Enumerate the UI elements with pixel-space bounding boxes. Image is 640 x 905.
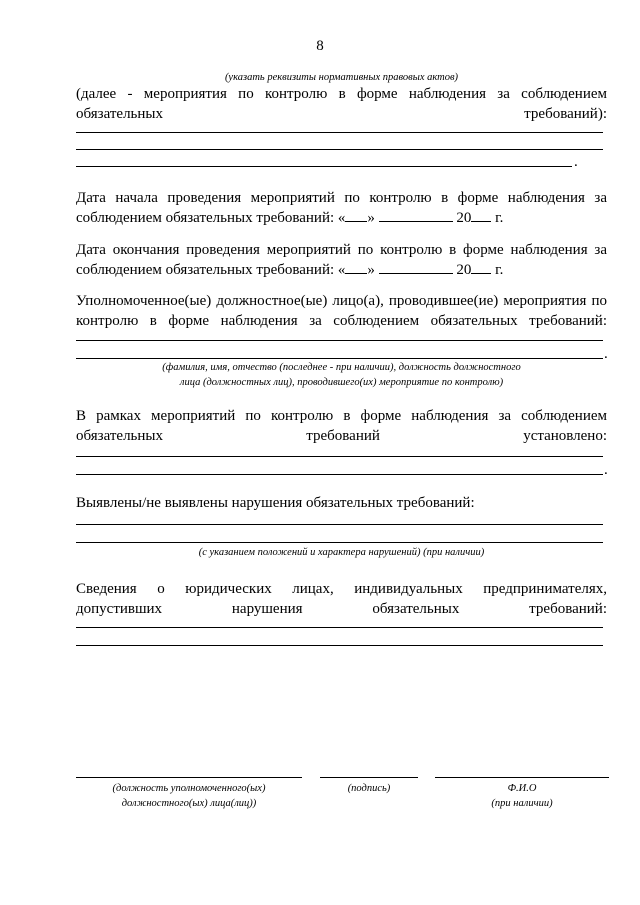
- fill-line: [76, 340, 603, 341]
- fill-line: [76, 524, 603, 525]
- page-number: 8: [316, 38, 324, 54]
- quote-close: »: [367, 210, 375, 226]
- end-date-paragraph: [76, 240, 607, 280]
- month-blank: [379, 209, 453, 222]
- established-paragraph: В рамках мероприятий по контролю в форме наблюдения за соблюдением обязательных требований установлено:: [76, 408, 607, 444]
- period: .: [604, 462, 608, 478]
- officials-note-line1: (фамилия, имя, отчество (последнее - при наличии), должность должностного: [162, 362, 521, 373]
- fill-line: [76, 474, 603, 475]
- fill-line: [76, 358, 603, 359]
- day-blank: [345, 261, 367, 274]
- year-prefix: 20: [456, 262, 472, 278]
- position-label-line1: (должность уполномоченного(ых): [112, 783, 266, 794]
- start-date-text: Дата начала проведения мероприятий по контролю в форме наблюдения за соблюдением обязательных требований: «: [76, 190, 607, 226]
- fill-line: [76, 627, 603, 628]
- fill-line: [76, 132, 603, 133]
- month-blank: [379, 261, 453, 274]
- date-suffix: г.: [495, 210, 504, 226]
- intro-paragraph: (далее - мероприятия по контролю в форме наблюдения за соблюдением обязательных требований):: [76, 86, 607, 122]
- officials-paragraph: Уполномоченное(ые) должностное(ые) лицо(а), проводившее(ие) мероприятия по контролю в форме наблюдения за соблюдением обязательных требований:: [76, 293, 607, 329]
- fio-signature-line: [435, 777, 609, 778]
- year-prefix: 20: [456, 210, 472, 226]
- persons-paragraph: Сведения о юридических лицах, индивидуальных предпринимателях, допустивших нарушения обязательных требований:: [76, 581, 607, 617]
- year-blank: [471, 209, 491, 222]
- fill-line: [76, 542, 603, 543]
- position-signature-line: [76, 777, 302, 778]
- period: .: [604, 346, 608, 362]
- period: .: [574, 154, 578, 170]
- fill-line: [76, 456, 603, 457]
- sign-signature-line: [320, 777, 418, 778]
- officials-note-line2: лица (должностных лиц), проводившего(их) мероприятие по контролю): [179, 377, 504, 388]
- violations-note: (с указанием положений и характера нарушений) (при наличии): [198, 547, 485, 558]
- date-suffix: г.: [495, 262, 504, 278]
- acts-note: (указать реквизиты нормативных правовых актов): [224, 72, 459, 83]
- fill-line: [76, 166, 572, 167]
- fill-line: [76, 149, 603, 150]
- fill-line: [76, 645, 603, 646]
- start-date-paragraph: [76, 188, 607, 228]
- end-date-text: Дата окончания проведения мероприятий по контролю в форме наблюдения за соблюдением обязательных требований: «: [76, 242, 607, 278]
- day-blank: [345, 209, 367, 222]
- fio-label-line2: (при наличии): [491, 798, 553, 809]
- violations-paragraph: Выявлены/не выявлены нарушения обязательных требований:: [76, 495, 475, 511]
- sign-label: (подпись): [347, 783, 391, 794]
- year-blank: [471, 261, 491, 274]
- position-label-line2: должностного(ых) лица(лиц)): [121, 798, 257, 809]
- quote-close: »: [367, 262, 375, 278]
- fio-label-line1: Ф.И.О: [507, 783, 537, 794]
